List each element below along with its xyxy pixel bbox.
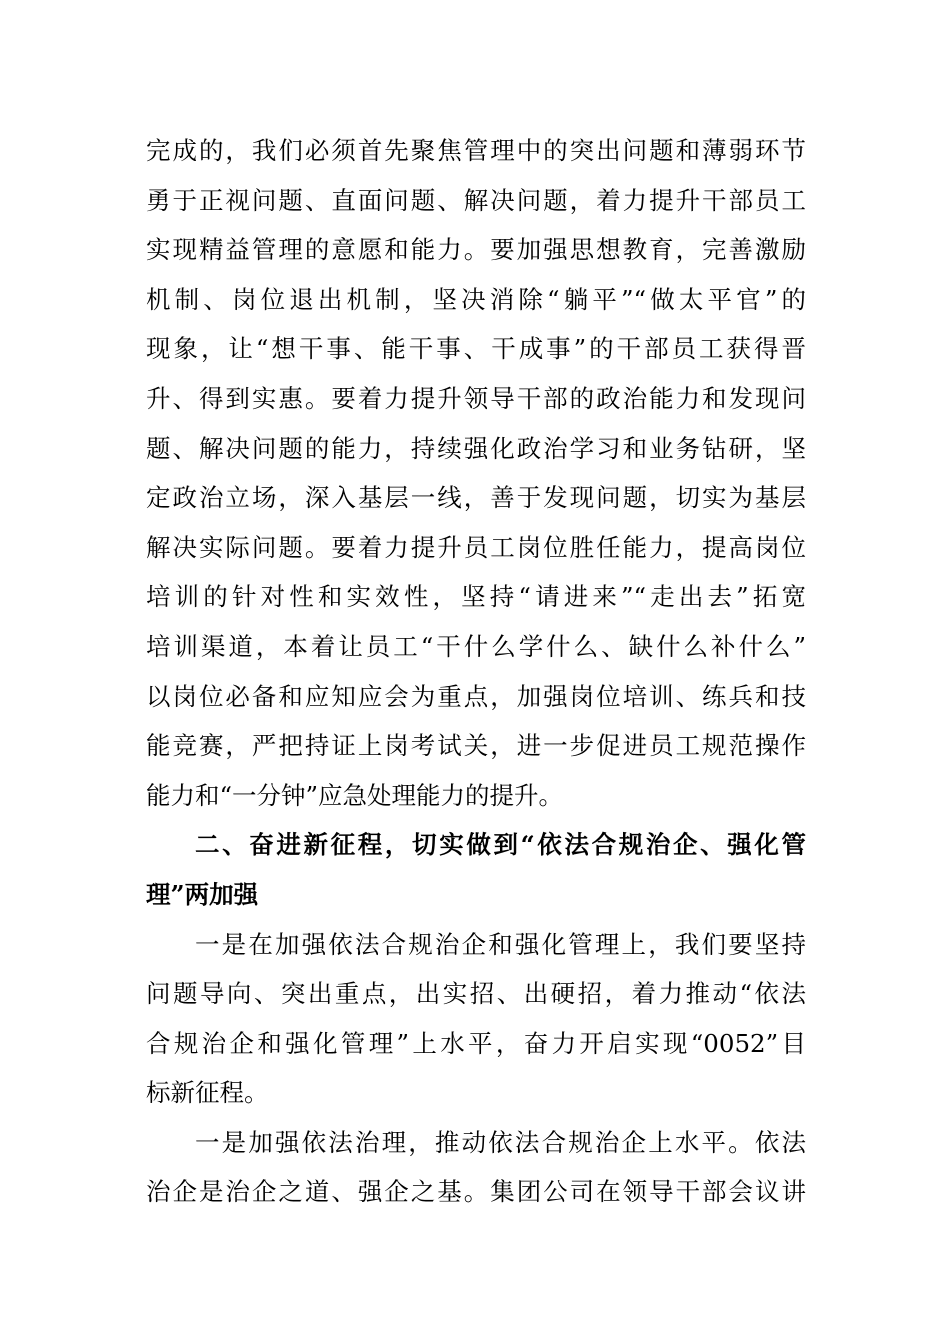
text-line: 培训的针对性和实效性，坚持“请进来”“走出去”拓宽 [146, 582, 806, 612]
text-line: 一是在加强依法合规治企和强化管理上，我们要坚持 [195, 929, 806, 959]
text-line: 完成的，我们必须首先聚焦管理中的突出问题和薄弱环节 [146, 136, 806, 165]
text-line: 标新征程。 [146, 1078, 269, 1108]
text-line: 治企是治企之道、强企之基。集团公司在领导干部会议讲 [146, 1177, 806, 1207]
text-line: 勇于正视问题、直面问题、解决问题，着力提升干部员工 [146, 185, 806, 215]
text-line: 升、得到实惠。要着力提升领导干部的政治能力和发现问 [146, 383, 806, 413]
text-line: 解决实际问题。要着力提升员工岗位胜任能力，提高岗位 [146, 532, 806, 562]
text-line: 以岗位必备和应知应会为重点，加强岗位培训、练兵和技 [146, 681, 806, 711]
text-line: 定政治立场，深入基层一线，善于发现问题，切实为基层 [146, 483, 806, 513]
text-line: 题、解决问题的能力，持续强化政治学习和业务钻研，坚 [146, 433, 806, 463]
text-line: 一是加强依法治理，推动依法合规治企上水平。依法 [195, 1127, 806, 1157]
document-page [146, 126, 806, 1217]
text-line: 能力和“一分钟”应急处理能力的提升。 [146, 780, 564, 810]
section-heading: 理”两加强 [146, 879, 259, 909]
text-line: 现象，让“想干事、能干事、干成事”的干部员工获得晋 [146, 334, 806, 364]
text-line: 问题导向、突出重点，出实招、出硬招，着力推动“依法 [146, 979, 806, 1009]
text-line: 培训渠道，本着让员工“干什么学什么、缺什么补什么” [146, 631, 806, 661]
text-line: 能竞赛，严把持证上岗考试关，进一步促进员工规范操作 [146, 731, 806, 761]
text-line: 合规治企和强化管理”上水平，奋力开启实现“0052”目 [146, 1028, 806, 1058]
text-line: 机制、岗位退出机制，坚决消除“躺平”“做太平官”的 [146, 284, 806, 314]
section-heading: 二、奋进新征程，切实做到“依法合规治企、强化管 [195, 830, 806, 860]
text-line: 实现精益管理的意愿和能力。要加强思想教育，完善激励 [146, 235, 806, 265]
